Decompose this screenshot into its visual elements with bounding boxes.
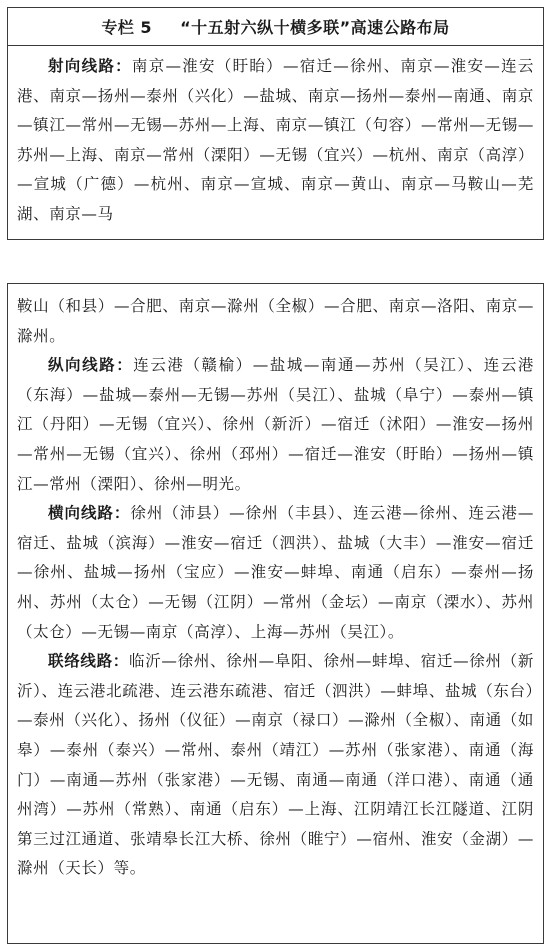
box-title (8, 8, 543, 46)
horizontal-routes-text: 徐州（沛县）—徐州（丰县）、连云港—徐州、连云港—宿迁、盐城（滨海）—淮安—宿迁（泗洪）、盐城（大丰）—淮安—宿迁—徐州、盐城—扬州（宝应）—淮安—蚌埠、南通（启东）—泰州—扬州、苏州（太仓）—无锡（江阴）—常州（金坛）—南京（溧水）、苏州（太仓）—无锡—南京（高淳）、上海—苏州（吴江）。 (17, 504, 534, 641)
column-box-top (7, 7, 544, 240)
box-body-top (8, 46, 543, 230)
column-box-continued (7, 283, 544, 944)
vertical-routes-heading: 纵向线路： (48, 356, 134, 375)
radial-routes-continued (17, 292, 534, 351)
horizontal-routes-heading: 横向线路： (48, 504, 131, 523)
radial-routes-paragraph (17, 52, 534, 230)
vertical-routes-paragraph (17, 351, 534, 499)
box-body-continued (8, 284, 543, 884)
radial-routes-heading: 射向线路： (48, 57, 132, 75)
radial-routes-text: 南京—淮安（盱眙）—宿迁—徐州、南京—淮安—连云港、南京—扬州—泰州（兴化）—盐城、南京—扬州—泰州—南通、南京—镇江—常州—无锡—苏州—上海、南京—镇江（句容）—常州—无锡—苏州—上海、南京—常州（溧阳）—无锡（宜兴）—杭州、南京（高淳）—宣城（广德）—杭州、南京—宣城、南京—黄山、南京—马鞍山—芜湖、南京—马 (17, 57, 534, 223)
vertical-routes-text: 连云港（赣榆）—盐城—南通—苏州（吴江）、连云港（东海）—盐城—泰州—无锡—苏州（吴江）、盐城（阜宁）—泰州—镇江（丹阳）—无锡（宜兴）、徐州（新沂）—宿迁（沭阳）—淮安—扬州—常州—无锡（宜兴）、徐州（邳州）—宿迁—淮安（盱眙）—扬州—镇江—常州（溧阳）、徐州—明光。 (17, 356, 534, 493)
radial-routes-text-continued: 鞍山（和县）—合肥、南京—滁州（全椒）—合肥、南京—洛阳、南京—滁州。 (17, 297, 534, 345)
link-routes-text: 临沂—徐州、徐州—阜阳、徐州—蚌埠、宿迁—徐州（新沂）、连云港北疏港、连云港东疏港、宿迁（泗洪）—蚌埠、盐城（东台）—泰州（兴化）、扬州（仪征）—南京（禄口）—滁州（全椒）、南通（如皋）—泰州（泰兴）—常州、泰州（靖江）—苏州（张家港）、南通（海门）—南通—苏州（张家港）—无锡、南通—南通（洋口港）、南通（通州湾）—苏州（常熟）、南通（启东）—上海、江阴靖江长江隧道、江阴第三过江通道、张靖皋长江大桥、徐州（睢宁）—宿州、淮安（金湖）—滁州（天长）等。 (17, 652, 534, 878)
link-routes-paragraph (17, 647, 534, 884)
box-title-text: “十五射六纵十横多联”高速公路布局 (180, 18, 450, 37)
box-title-label: 专栏 5 (101, 18, 153, 37)
link-routes-heading: 联络线路： (48, 652, 130, 671)
horizontal-routes-paragraph (17, 499, 534, 647)
